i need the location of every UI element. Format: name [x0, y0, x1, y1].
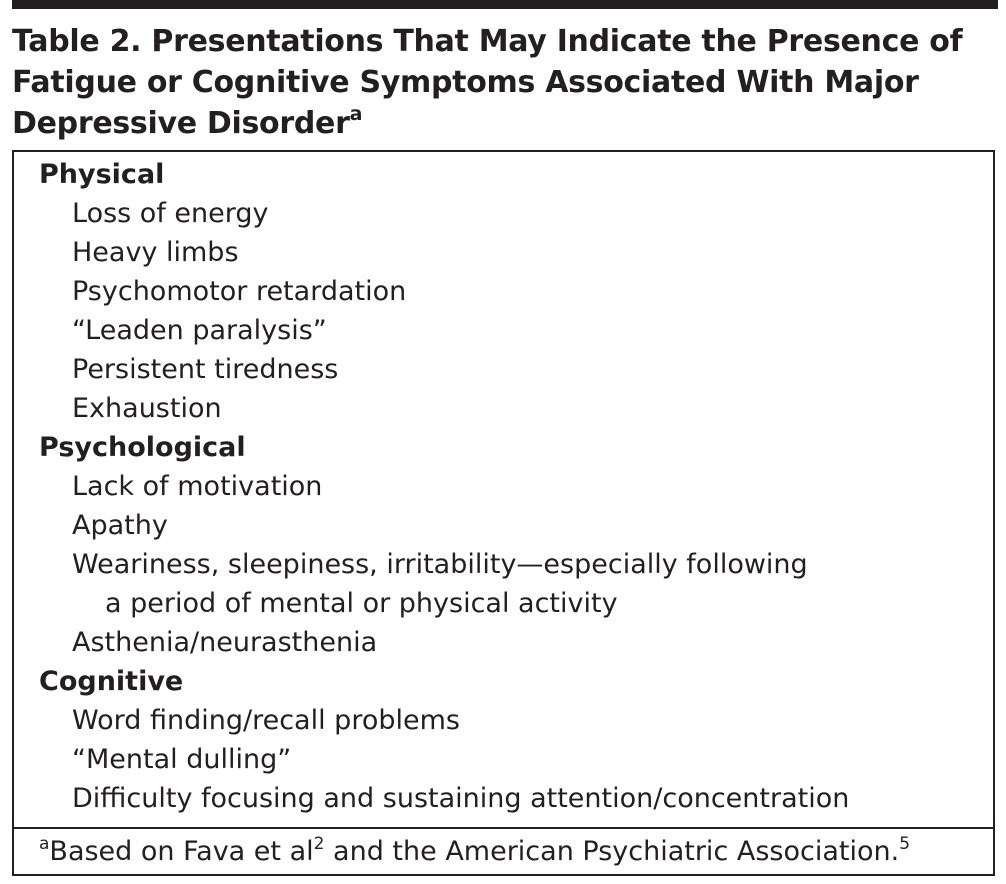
section-heading-cognitive: Cognitive: [39, 666, 184, 697]
list-item: Psychomotor retardation: [72, 276, 407, 307]
list-item-continuation: a period of mental or physical activity: [105, 588, 618, 619]
section-heading-psychological: Psychological: [39, 432, 246, 463]
footnote-text-middle: and the American Psychiatric Association.: [324, 836, 900, 867]
section-heading-physical: Physical: [39, 159, 165, 190]
list-item: Loss of energy: [72, 198, 269, 229]
list-item: “Mental dulling”: [72, 744, 292, 775]
list-item: “Leaden paralysis”: [72, 315, 327, 346]
table-title-text: Table 2. Presentations That May Indicate the Presence of Fatigue or Cognitive Symptoms Associated With Major Depressive Disorder: [12, 24, 963, 141]
list-item: Persistent tiredness: [72, 354, 339, 385]
list-item: Apathy: [72, 510, 168, 541]
list-item: Heavy limbs: [72, 237, 239, 268]
list-item: Weariness, sleepiness, irritability—especially following: [72, 549, 808, 580]
table-footnote: [14, 827, 993, 876]
table-title: [12, 21, 992, 144]
footnote-ref-fava: 2: [313, 834, 325, 854]
list-item: Difficulty focusing and sustaining attention/concentration: [72, 783, 850, 814]
list-item: Word finding/recall problems: [72, 705, 460, 736]
footnote-text-before: Based on Fava et al: [49, 836, 314, 867]
table-body: [14, 152, 993, 827]
title-footnote-marker: a: [349, 103, 363, 125]
footnote-ref-apa: 5: [899, 834, 911, 854]
list-item: Exhaustion: [72, 393, 222, 424]
footnote-marker: a: [39, 834, 50, 854]
top-rule: [12, 0, 998, 9]
list-item: Asthenia/neurasthenia: [72, 627, 378, 658]
list-item: Lack of motivation: [72, 471, 323, 502]
table-box: [12, 150, 995, 876]
